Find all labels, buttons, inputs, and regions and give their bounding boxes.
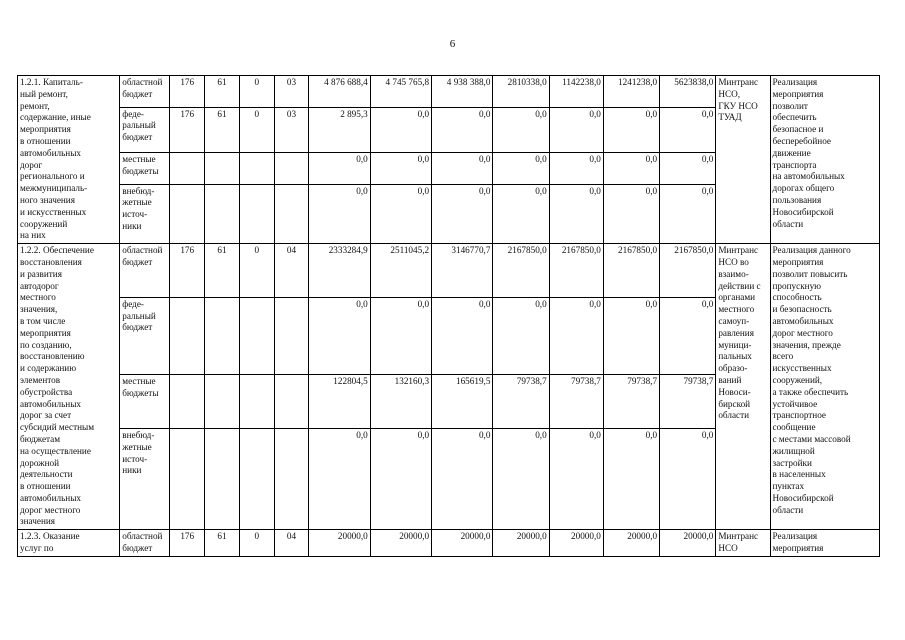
code-cell [170, 184, 205, 244]
value-cell: 0,0 [603, 297, 659, 374]
value-cell: 0,0 [370, 153, 431, 185]
value-cell: 79738,7 [603, 375, 659, 429]
value-cell: 2167850,0 [660, 244, 716, 298]
executor-cell: Минтранс НСО, ГКУ НСО ТУАД [716, 76, 770, 244]
activity-name-cell: 1.2.1. Капиталь- ный ремонт, ремонт, содержание, иные мероприятия в отношении автомобильных дорог регионального и межмуниципаль- ного значения и искусственных сооружений на них [18, 76, 120, 244]
value-cell: 20000,0 [370, 530, 431, 557]
value-cell: 0,0 [493, 428, 549, 529]
value-cell: 1142238,0 [549, 76, 603, 108]
code-cell: 03 [274, 76, 309, 108]
value-cell: 0,0 [309, 297, 370, 374]
code-cell [170, 153, 205, 185]
value-cell: 2333284,9 [309, 244, 370, 298]
funding-source-cell: местные бюджеты [120, 153, 170, 185]
funding-source-cell: феде- ральный бюджет [120, 107, 170, 153]
value-cell: 0,0 [309, 428, 370, 529]
value-cell: 0,0 [493, 297, 549, 374]
value-cell: 0,0 [309, 153, 370, 185]
value-cell: 20000,0 [309, 530, 370, 557]
executor-cell: Минтранс НСО во взаимо- действии с органами местного самоуп- равления муници- пальных образо- ваний Новоси- бирской области [716, 244, 770, 530]
value-cell: 79738,7 [549, 375, 603, 429]
table-row [18, 530, 880, 557]
value-cell: 20000,0 [432, 530, 493, 557]
value-cell: 0,0 [549, 297, 603, 374]
code-cell: 03 [274, 107, 309, 153]
funding-source-cell: областной бюджет [120, 244, 170, 298]
value-cell: 0,0 [370, 107, 431, 153]
value-cell: 0,0 [549, 107, 603, 153]
value-cell: 0,0 [370, 428, 431, 529]
code-cell [205, 375, 240, 429]
code-cell: 04 [274, 244, 309, 298]
funding-source-cell: областной бюджет [120, 530, 170, 557]
value-cell: 0,0 [549, 428, 603, 529]
code-cell: 0 [239, 107, 274, 153]
code-cell [274, 375, 309, 429]
code-cell: 04 [274, 530, 309, 557]
value-cell: 132160,3 [370, 375, 431, 429]
page-number: 6 [449, 38, 456, 50]
value-cell: 0,0 [660, 184, 716, 244]
value-cell: 20000,0 [603, 530, 659, 557]
value-cell: 4 745 765,8 [370, 76, 431, 108]
value-cell: 2511045,2 [370, 244, 431, 298]
value-cell: 2 895,3 [309, 107, 370, 153]
value-cell: 20000,0 [660, 530, 716, 557]
value-cell: 2167850,0 [603, 244, 659, 298]
value-cell: 0,0 [432, 428, 493, 529]
code-cell: 0 [239, 76, 274, 108]
code-cell [205, 297, 240, 374]
value-cell: 79738,7 [493, 375, 549, 429]
value-cell: 0,0 [370, 184, 431, 244]
value-cell: 2810338,0 [493, 76, 549, 108]
code-cell: 61 [205, 244, 240, 298]
code-cell: 176 [170, 530, 205, 557]
code-cell [170, 375, 205, 429]
code-cell: 176 [170, 76, 205, 108]
value-cell: 20000,0 [493, 530, 549, 557]
value-cell: 2167850,0 [493, 244, 549, 298]
code-cell: 176 [170, 244, 205, 298]
code-cell [239, 153, 274, 185]
value-cell: 0,0 [493, 184, 549, 244]
code-cell [170, 297, 205, 374]
executor-cell: Минтранс НСО [716, 530, 770, 557]
code-cell [170, 428, 205, 529]
funding-source-cell: местные бюджеты [120, 375, 170, 429]
value-cell: 79738,7 [660, 375, 716, 429]
value-cell: 0,0 [432, 107, 493, 153]
code-cell [205, 428, 240, 529]
code-cell [239, 375, 274, 429]
funding-source-cell: областной бюджет [120, 76, 170, 108]
program-activities-table [17, 75, 880, 557]
code-cell [274, 153, 309, 185]
expected-result-cell: Реализация мероприятия [770, 530, 879, 557]
value-cell: 3146770,7 [432, 244, 493, 298]
value-cell: 2167850,0 [549, 244, 603, 298]
value-cell: 0,0 [660, 153, 716, 185]
value-cell: 0,0 [549, 184, 603, 244]
code-cell [205, 153, 240, 185]
value-cell: 0,0 [660, 428, 716, 529]
value-cell: 0,0 [432, 297, 493, 374]
code-cell [239, 297, 274, 374]
funding-source-cell: феде- ральный бюджет [120, 297, 170, 374]
value-cell: 0,0 [432, 153, 493, 185]
activity-name-cell: 1.2.3. Оказание услуг по [18, 530, 120, 557]
code-cell [205, 184, 240, 244]
table-row [18, 76, 880, 108]
code-cell: 61 [205, 76, 240, 108]
code-cell: 61 [205, 107, 240, 153]
value-cell: 0,0 [309, 184, 370, 244]
value-cell: 0,0 [493, 153, 549, 185]
activity-name-cell: 1.2.2. Обеспечение восстановления и развития автодорог местного значения, в том числе мероприятия по созданию, восстановлению и содержанию элементов обустройства автомобильных дорог за счет субсидий местным бюджетам на осуществление дорожной деятельности в отношении автомобильных дорог местного значения [18, 244, 120, 530]
code-cell: 61 [205, 530, 240, 557]
code-cell: 0 [239, 530, 274, 557]
value-cell: 0,0 [493, 107, 549, 153]
code-cell [274, 428, 309, 529]
value-cell: 122804,5 [309, 375, 370, 429]
value-cell: 20000,0 [549, 530, 603, 557]
value-cell: 1241238,0 [603, 76, 659, 108]
code-cell: 176 [170, 107, 205, 153]
funding-source-cell: внебюд- жетные источ- ники [120, 428, 170, 529]
expected-result-cell: Реализация мероприятия позволит обеспечить безопасное и бесперебойное движение транспорта на автомобильных дорогах общего пользования Новосибирской области [770, 76, 879, 244]
value-cell: 0,0 [603, 428, 659, 529]
value-cell: 0,0 [603, 184, 659, 244]
value-cell: 0,0 [660, 297, 716, 374]
code-cell [239, 428, 274, 529]
value-cell: 5623838,0 [660, 76, 716, 108]
value-cell: 0,0 [370, 297, 431, 374]
expected-result-cell: Реализация данного мероприятия позволит повысить пропускную способность и безопасность автомобильных дорог местного значения, прежде всего искусственных сооружений, а также обеспечить устойчивое транспортное сообщение с местами массовой жилищной застройки в населенных пунктах Новосибирской области [770, 244, 879, 530]
code-cell [274, 297, 309, 374]
value-cell: 0,0 [549, 153, 603, 185]
code-cell: 0 [239, 244, 274, 298]
value-cell: 0,0 [603, 153, 659, 185]
funding-source-cell: внебюд- жетные источ- ники [120, 184, 170, 244]
value-cell: 0,0 [432, 184, 493, 244]
value-cell: 0,0 [603, 107, 659, 153]
value-cell: 4 938 388,0 [432, 76, 493, 108]
table-row [18, 244, 880, 298]
value-cell: 4 876 688,4 [309, 76, 370, 108]
code-cell [239, 184, 274, 244]
value-cell: 0,0 [660, 107, 716, 153]
code-cell [274, 184, 309, 244]
value-cell: 165619,5 [432, 375, 493, 429]
